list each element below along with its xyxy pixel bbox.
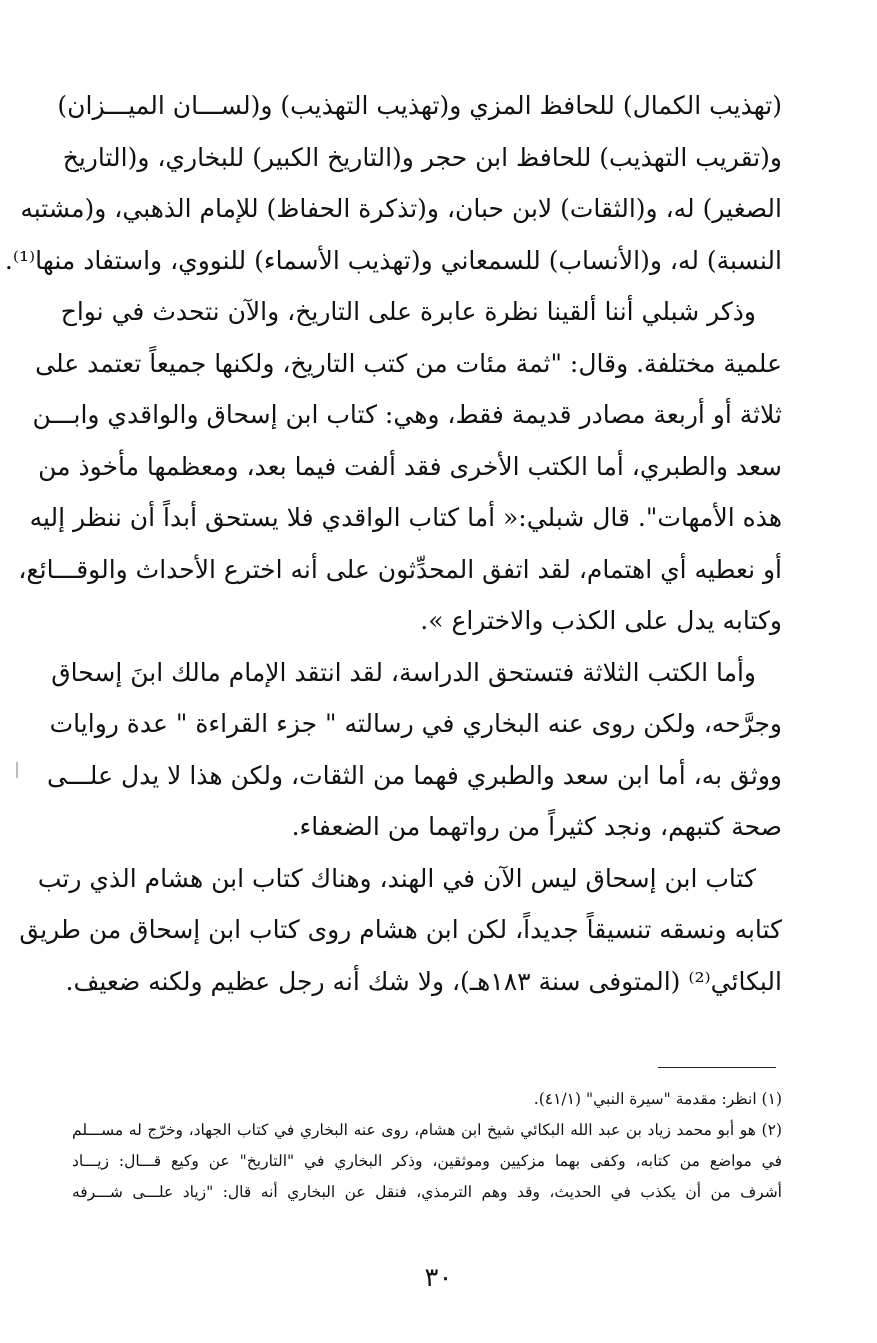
footnote-line: في مواضع من كتابه، وكفى بهما مزكيين وموثقين، وذكر البخاري في "التاريخ" عن وكيع قـــال: زيـــاد — [72, 1152, 782, 1170]
footnote-line: (١) انظر: مقدمة "سيرة النبي" (٤١/١). — [533, 1090, 782, 1108]
text-line: أو نعطيه أي اهتمام، لقد اتفق المحدِّثون على أنه اخترع الأحداث والوقـــائع، — [18, 554, 782, 584]
text-line: ووثق به، أما ابن سعد والطبري فهما من الثقات، ولكن هذا لا يدل علـــى — [47, 760, 782, 790]
text-line: كتاب ابن إسحاق ليس الآن في الهند، وهناك كتاب ابن هشام الذي رتب — [37, 863, 756, 893]
text-line: وذكر شبلي أننا ألقينا نظرة عابرة على التاريخ، والآن نتحدث في نواح — [60, 297, 756, 326]
text-line: وكتابه يدل على الكذب والاختراع ». — [420, 606, 782, 635]
text-line: كتابه ونسقه تنسيقاً جديداً، لكن ابن هشام روى كتاب ابن إسحاق من طريق — [19, 915, 782, 944]
footnote-separator — [658, 1067, 776, 1068]
text-line: (تهذيب الكمال) للحافظ المزي و(تهذيب التهذيب) و(لســـان الميـــزان) — [57, 91, 782, 120]
text-line: وجرَّحه، ولكن روى عنه البخاري في رسالته " جزء القراءة " عدة روايات — [49, 709, 782, 738]
footnotes — [72, 1084, 782, 1208]
text-line: هذه الأمهات". قال شبلي:« أما كتاب الواقدي فلا يستحق أبداً أن ننظر إليه — [29, 503, 782, 532]
margin-mark — [16, 762, 18, 778]
text-line: سعد والطبري، أما الكتب الأخرى فقد ألفت فيما بعد، ومعظمها مأخوذ من — [38, 451, 782, 481]
text-line: الصغير) له، و(الثقات) لابن حبان، و(تذكرة الحفاظ) للإمام الذهبي، و(مشتبه — [20, 194, 782, 223]
text-line: صحة كتبهم، ونجد كثيراً من رواتهما من الضعفاء. — [291, 812, 782, 841]
text-line: و(تقريب التهذيب) للحافظ ابن حجر و(التاريخ الكبير) للبخاري، و(التاريخ — [62, 142, 782, 172]
footnote-line: أشرف من أن يكذب في الحديث، وقد وهم الترمذي، فنقل عن البخاري أنه قال: "زياد علـــى شـــرفه — [72, 1183, 782, 1201]
text-line: النسبة) له، و(الأنساب) للسمعاني و(تهذيب الأسماء) للنووي، واستفاد منها⁽¹⁾. — [4, 245, 782, 275]
footnote-line: (٢) هو أبو محمد زياد بن عبد الله البكائي شيخ ابن هشام، روى عنه البخاري في كتاب الجهاد، وخرّج له مســـلم — [72, 1121, 782, 1139]
text-line: البكائي⁽²⁾ (المتوفى سنة ١٨٣هـ)، ولا شك أنه رجل عظيم ولكنه ضعيف. — [65, 966, 782, 996]
text-line: علمية مختلفة. وقال: "ثمة مئات من كتب التاريخ، ولكنها جميعاً تعتمد على — [35, 348, 782, 378]
page-number: ٣٠ — [424, 1263, 453, 1293]
main-text — [4, 80, 782, 1007]
text-line: وأما الكتب الثلاثة فتستحق الدراسة، لقد انتقد الإمام مالك ابنَ إسحاق — [51, 657, 756, 687]
text-line: ثلاثة أو أربعة مصادر قديمة فقط، وهي: كتاب ابن إسحاق والواقدي وابـــن — [32, 400, 782, 429]
